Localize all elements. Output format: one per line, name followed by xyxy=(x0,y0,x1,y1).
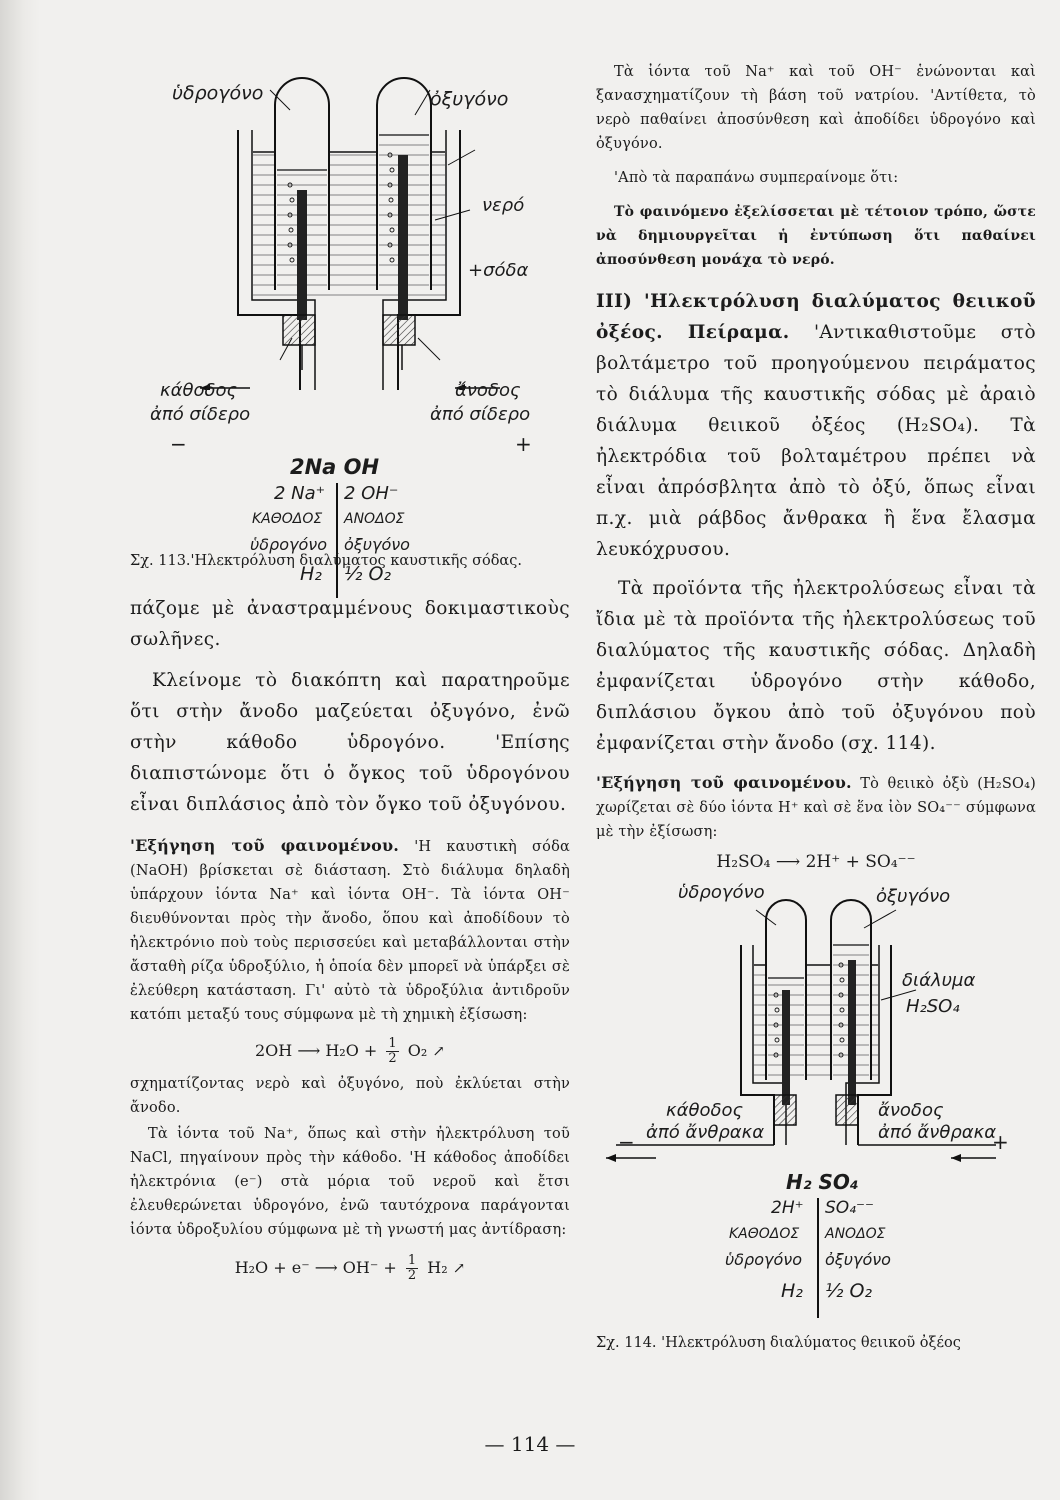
minus-sign: − xyxy=(170,432,187,456)
solution-formula-label: H₂SO₄ xyxy=(906,996,960,1017)
figure-113-caption: Σχ. 113.'Ηλεκτρόλυση διαλύματος καυστικῆς σόδας. xyxy=(130,553,522,569)
scheme-right-product: ὀξυγόνο xyxy=(344,535,410,554)
direction-arrows-114 xyxy=(596,1148,1036,1168)
right-paragraph-2: 'Απὸ τὰ παραπάνω συμπεραίνομε ὅτι: xyxy=(614,170,899,186)
scheme114-left-ion: 2H⁺ xyxy=(771,1198,804,1218)
hydrogen-label: ὑδρογόνο xyxy=(172,82,264,104)
scheme114-left-product: ὑδρογόνο xyxy=(725,1250,802,1269)
scheme-right-ion: 2 OH⁻ xyxy=(344,483,399,504)
scheme114-right-electrode: ΑΝΟΔΟΣ xyxy=(825,1226,886,1242)
cathode-label-114: κάθοδος xyxy=(666,1100,744,1121)
scheme114-left-formula: H₂ xyxy=(781,1280,803,1302)
figure-113 xyxy=(130,60,570,510)
soda-label: +σόδα xyxy=(468,260,529,281)
scheme114-left-electrode: ΚΑΘΟΔΟΣ xyxy=(729,1226,800,1242)
hydrogen-label-114: ὑδρογόνο xyxy=(678,882,765,903)
anode-material-label-114: ἀπό ἄνθρακα xyxy=(878,1122,997,1143)
eq1-left: 2OH ⟶ H₂O + xyxy=(254,1041,378,1060)
oxygen-label-114: ὀξυγόνο xyxy=(876,886,951,907)
sulfuric-equation: H₂SO₄ ⟶ 2H⁺ + SO₄⁻⁻ xyxy=(716,852,916,872)
eq1-numerator: 1 xyxy=(388,1036,397,1051)
anode-material-label: ἀπό σίδερο xyxy=(430,404,531,425)
right-paragraph-1: Τὰ ἰόντα τοῦ Na⁺ καὶ τοῦ OH⁻ ἑνώνονται καὶ ξανασχηματίζουν τὴ βάση τοῦ νατρίου. 'Αντίθετα, τὸ νερὸ παθαίνει ἀποσύνθεση καὶ ἀποδίδει ὑδρογόνο καὶ ὀξυγόνο. xyxy=(596,64,1036,152)
left-paragraph-5: Τὰ ἰόντα τοῦ Na⁺, ὅπως καὶ στὴν ἠλεκτρόλυση τοῦ NaCl, πηγαίνουν πρὸς τὴν κάθοδο. 'Η κάθοδος ἀποδίδει ἠλεκτρόνια (e⁻) στὰ μόρια τοῦ νεροῦ καὶ ἔτσι ἐλευθερώνεται ὑδρογόνο, ἐνῶ ταυτόχρονα παράγονται ἰόντα ὑδροξυλίου σύμφωνα μὲ τὴ γνωστή μας ἀντίδραση: xyxy=(130,1126,570,1238)
ion-scheme-114 xyxy=(711,1170,931,1320)
scheme-left-formula: H₂ xyxy=(300,563,322,585)
scheme114-right-formula: ½ O₂ xyxy=(825,1280,873,1302)
eq1-fraction xyxy=(386,1037,398,1066)
eq1-denominator: 2 xyxy=(388,1051,397,1066)
left-paragraph-1: πάζομε μὲ ἀναστραμμένους δοκιμαστικοὺς σωλῆνες. xyxy=(130,598,570,650)
anode-label: ἄνοδος xyxy=(455,380,521,401)
plus-sign: + xyxy=(515,432,532,456)
anode-label-114: ἄνοδος xyxy=(878,1100,944,1121)
right-paragraph-4: 'Αντικαθιστοῦμε στὸ βολτάμετρο τοῦ προηγούμενου πειράματος τὸ διάλυμα τῆς καυστικῆς σόδας μὲ ἀραιὸ διάλυμα θειικοῦ ὀξέος (H₂SO₄). Τὰ ἠλεκτρόδια τοῦ βολταμέτρου πρέπει νὰ εἶναι ἀπρόσβλητα ἀπὸ τὸ ὀξύ, ὅπως εἶναι π.χ. μιὰ ράβδος ἄνθρακα ἢ ἕνα ἔλασμα λευκόχρυσου. xyxy=(596,322,1036,560)
gas-arrow-icon: ↗ xyxy=(452,1259,466,1277)
gas-arrow-icon: ↗ xyxy=(432,1042,445,1060)
eq2-numerator: 1 xyxy=(407,1253,417,1268)
eq2-denominator: 2 xyxy=(407,1268,417,1283)
left-paragraph-4: σχηματίζοντας νερὸ καὶ ὀξυγόνο, ποὺ ἐκλύεται στὴν ἄνοδο. xyxy=(130,1076,570,1116)
figure-114-caption: Σχ. 114. 'Ηλεκτρόλυση διαλύματος θειικοῦ ὀξέος xyxy=(596,1335,961,1351)
scheme-left-electrode: ΚΑΘΟΔΟΣ xyxy=(252,511,323,527)
cathode-material-label: ἀπό σίδερο xyxy=(150,404,251,425)
cathode-material-label-114: ἀπό ἄνθρακα xyxy=(646,1122,765,1143)
left-paragraph-3: 'Η καυστικὴ σόδα (NaOH) βρίσκεται σὲ διάσταση. Στὸ διάλυμα δηλαδὴ ὑπάρχουν ἰόντα Na⁺ καὶ ἰόντα OH⁻. Τὰ ἰόντα OH⁻ διευθύνονται πρὸς τὴν ἄνοδο, ὅπου καὶ ἀποδίδουν τὸ ἠλεκτρόνιο ποὺ τοὺς περισσεύει καὶ μεταβάλλονται στὴν ἄσταθὴ ρίζα ὑδροξύλιο, ἡ ὁποία δὲν μπορεῖ νὰ ὑπάρξει σὲ ἐλεύθερη κατάσταση. Γι' αὐτὸ τὰ ὑδροξύλια ἀντιδροῦν κατόπι μεταξύ τους σύμφωνα μὲ τὴ χημικὴ ἐξίσωση: xyxy=(130,839,570,1023)
right-paragraph-6: Τὸ θειικὸ ὀξὺ (H₂SO₄) χωρίζεται σὲ δύο ἰόντα H⁺ καὶ σὲ ἕνα ἰὸν SO₄⁻⁻ σύμφωνα μὲ τὴν ἐξίσωση: xyxy=(596,776,1037,840)
scheme-left-ion: 2 Na⁺ xyxy=(274,483,326,504)
scheme114-compound: H₂ SO₄ xyxy=(786,1170,859,1194)
scheme-right-formula: ½ O₂ xyxy=(344,563,392,585)
eq1-right: O₂ xyxy=(407,1041,428,1060)
voltameter-diagram-114 xyxy=(596,890,1036,1150)
right-conclusion: Τὸ φαινόμενο ἐξελίσσεται μὲ τέτοιον τρόπο, ὥστε νὰ δημιουργεῖται ἡ ἐντύπωση ὅτι παθαίνει ἀποσύνθεση μονάχα τὸ νερό. xyxy=(596,204,1036,268)
scheme-divider xyxy=(336,483,338,598)
left-column xyxy=(130,60,570,1283)
scheme114-right-product: ὀξυγόνο xyxy=(825,1250,891,1269)
page-number: — 114 — xyxy=(484,1432,576,1456)
scheme-left-product: ὑδρογόνο xyxy=(250,535,327,554)
oxygen-label: ὀξυγόνο xyxy=(430,88,509,110)
ion-scheme-113 xyxy=(250,455,450,605)
cathode-label: κάθοδος xyxy=(160,380,238,401)
minus-sign-114: − xyxy=(618,1130,635,1154)
solution-label: διάλυμα xyxy=(902,970,976,991)
right-paragraph-5: Τὰ προϊόντα τῆς ἠλεκτρολύσεως εἶναι τὰ ἴδια μὲ τὰ προϊόντα τῆς ἠλεκτρολύσεως τοῦ διαλύματος τῆς καυστικῆς σόδας. Δηλαδὴ ἐμφανίζεται ὑδρογόνο στὴν κάθοδο, διπλάσιου ὄγκου ἀπὸ τοῦ ὀξυγόνου ποὺ ἐμφανίζεται στὴν ἄνοδο (σχ. 114). xyxy=(596,578,1036,754)
right-column xyxy=(596,60,1037,1351)
eq2-right: H₂ xyxy=(427,1258,448,1277)
equation-1 xyxy=(130,1037,570,1066)
scheme-compound: 2Na OH xyxy=(290,455,380,479)
left-explanation-heading: 'Εξήγηση τοῦ φαινομένου. xyxy=(130,836,400,855)
equation-2 xyxy=(130,1254,570,1283)
right-explanation-heading: 'Εξήγηση τοῦ φαινομένου. xyxy=(596,773,852,792)
sulfuric-heading: III) 'Ηλεκτρόλυση διαλύματος θειικοῦ ὀξέος. Πείραμα. xyxy=(596,291,1036,343)
left-paragraph-2: Κλείνομε τὸ διακόπτη καὶ παρατηροῦμε ὅτι στὴν ἄνοδο μαζεύεται ὀξυγόνο, ἐνῶ στὴν κάθοδο ὑδρογόνο. 'Επίσης διαπιστώνομε ὅτι ὁ ὄγκος τοῦ ὑδρογόνου εἶναι διπλάσιος ἀπὸ τὸν ὄγκο τοῦ ὀξυγόνου. xyxy=(130,670,570,815)
scheme114-right-ion: SO₄⁻⁻ xyxy=(825,1198,874,1218)
water-label: νερό xyxy=(482,195,525,216)
book-spine-shadow xyxy=(0,0,40,1500)
scheme-right-electrode: ΑΝΟΔΟΣ xyxy=(344,511,405,527)
scheme114-divider xyxy=(817,1198,819,1318)
eq2-left: H₂O + e⁻ ⟶ OH⁻ + xyxy=(234,1258,397,1277)
eq2-fraction xyxy=(406,1254,418,1283)
plus-sign-114: + xyxy=(992,1130,1009,1154)
